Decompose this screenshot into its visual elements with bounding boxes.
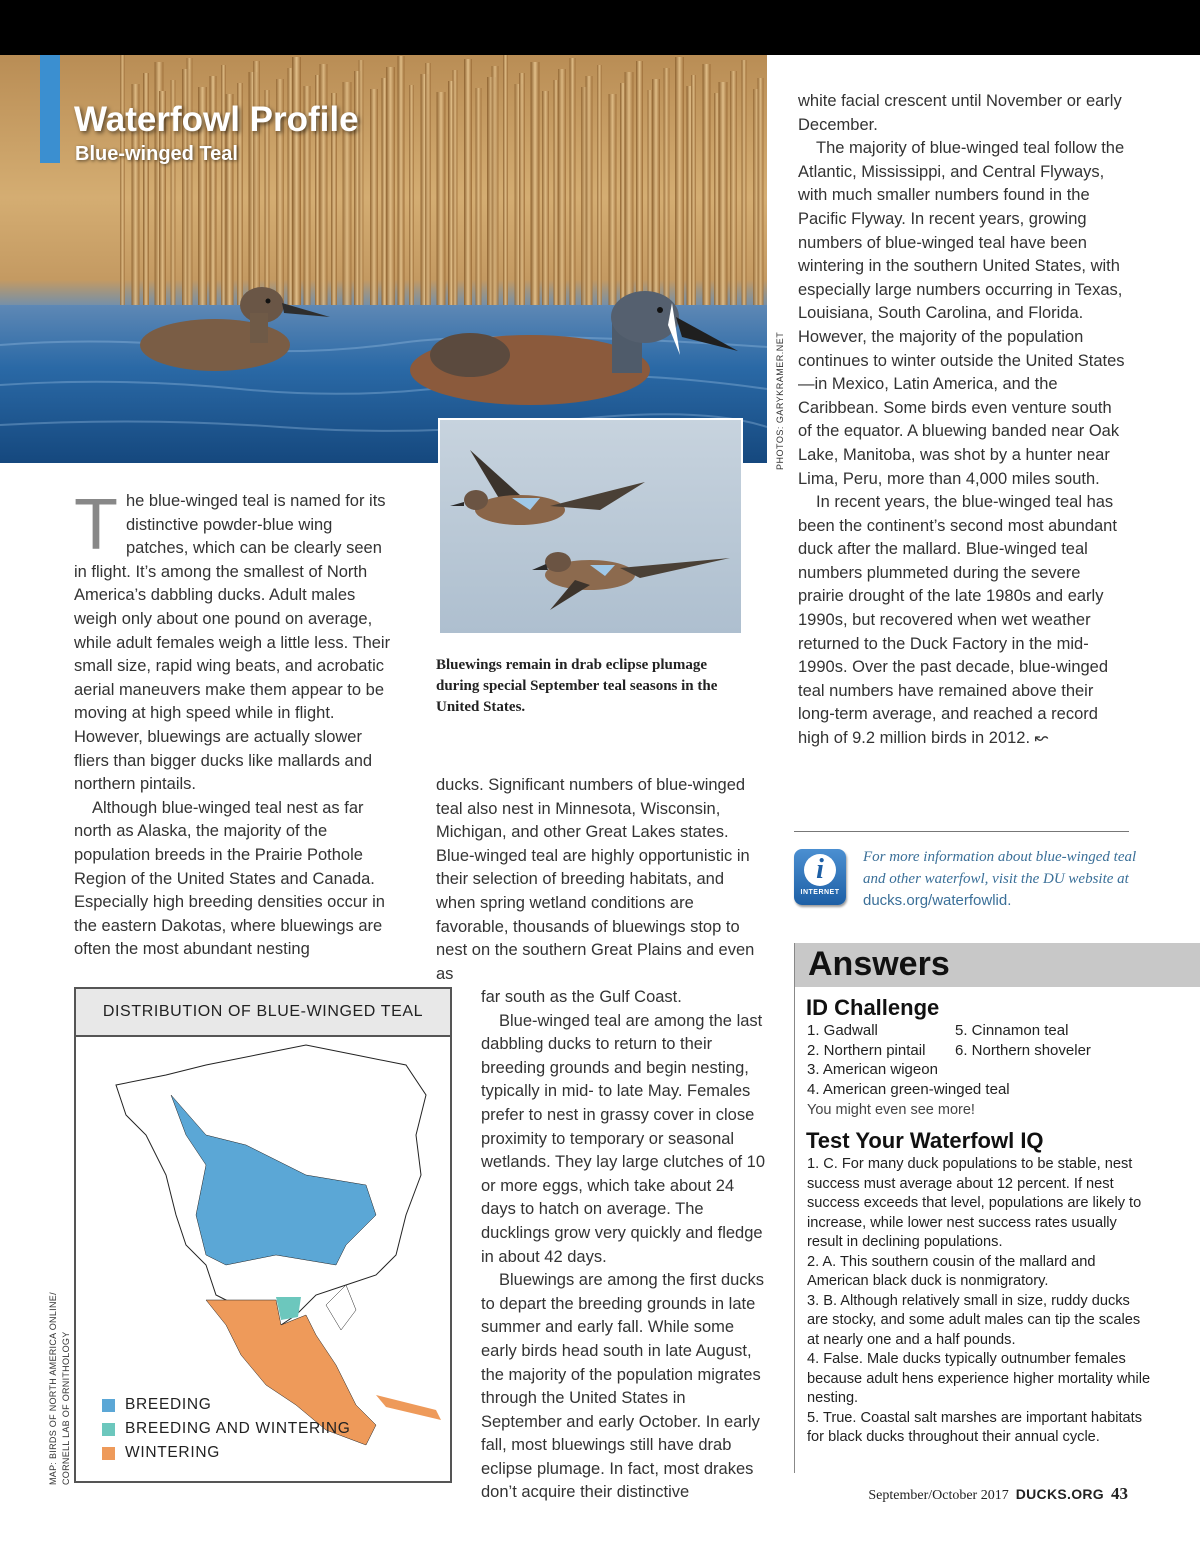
- article-paragraph-2-end: far south as the Gulf Coast.: [481, 988, 682, 1006]
- list-item: 2. Northern pintail 6. Northern shoveler: [807, 1041, 1091, 1059]
- article-paragraph-4-continued: white facial crescent until November or early December.: [798, 92, 1122, 134]
- end-mark-icon: ↜: [1034, 729, 1049, 748]
- more-info-text: For more information about blue-winged teal and other waterfowl, visit the DU website at ducks.org/waterfowlid.: [863, 849, 1137, 909]
- legend-swatch-breeding: [102, 1399, 115, 1412]
- article-paragraph-2-continued: ducks. Significant numbers of blue-winged teal also nest in Minnesota, Wisconsin, Michigan, and other Great Lakes states. Blue-winged teal are highly opportunistic in their selection of breeding habitats, and when spring wetland conditions are favorable, thousands of bluewings stop to nest on the southern Great Plains and even as: [436, 776, 755, 983]
- page-subtitle: Blue-winged Teal: [75, 143, 238, 165]
- map-credit-line-1: MAP: BIRDS OF NORTH AMERICA ONLINE/: [48, 1292, 58, 1485]
- top-black-bar: [0, 0, 1200, 55]
- divider-rule: [794, 831, 1129, 832]
- article-column-2-top: [436, 774, 766, 986]
- article-column-3: [798, 90, 1128, 751]
- flying-ducks-illustration: [440, 420, 741, 633]
- article-paragraph-6: In recent years, the blue-winged teal has been the continent’s second most abundant duck after the mallard. Blue-winged teal numbers plummeted during the severe prairie drought of the late 1980s and early 1990s, but recovered when wet weather returned to the Duck Factory in the mid-1990s. Over the past decade, blue-winged teal numbers have remained above their long-term average, and reached a record high of 9.2 million birds in 2012.: [798, 493, 1117, 748]
- internet-info-icon: i INTERNET: [794, 849, 846, 905]
- page-title: Waterfowl Profile: [74, 100, 359, 139]
- ducks-org-link[interactable]: ducks.org/waterfowlid.: [863, 892, 1012, 909]
- photo-caption: Bluewings remain in drab eclipse plumage during special September teal seasons in the United States.: [436, 657, 718, 715]
- legend-swatch-wintering: [102, 1447, 115, 1460]
- drop-cap: T: [74, 485, 118, 565]
- map-credit-line-2: CORNELL LAB OF ORNITHOLOGY: [61, 1331, 71, 1485]
- list-item: 3. B. Although relatively small in size, ruddy ducks are stocky, and some adult males can tip the scales at nearly one and a half pounds.: [807, 1292, 1141, 1348]
- article-column-1: [74, 485, 396, 962]
- photo-credit: PHOTOS: GARYKRAMER.NET: [775, 331, 785, 470]
- answers-title: Answers: [808, 945, 950, 983]
- list-item: 5. True. Coastal salt marshes are important habitats for black ducks throughout their annual cycle.: [807, 1409, 1143, 1445]
- site-name: DUCKS.ORG: [1015, 1486, 1104, 1502]
- article-paragraph-1: he blue-winged teal is named for its distinctive powder-blue wing patches, which can be clearly seen in flight. It’s among the smallest of North America’s dabbling ducks. Adult males weigh only about one pound on average, while adult females weigh a little less. Their small size, rapid wing beats, and acrobatic aerial maneuvers make them appear to be moving at high speed while in flight. However, bluewings are actually slower fliers than bigger ducks like mallards and northern pintails.: [74, 492, 391, 794]
- inset-photo-flying-teal: [438, 418, 743, 635]
- page-footer: [868, 1484, 1128, 1504]
- id-challenge-answers: [807, 1021, 1091, 1099]
- legend-item-breeding-and-wintering: BREEDING AND WINTERING: [102, 1417, 351, 1441]
- distribution-map: [74, 987, 452, 1483]
- map-title: DISTRIBUTION OF BLUE-WINGED TEAL: [76, 989, 450, 1037]
- list-item: 2. A. This southern cousin of the mallard and American black duck is nonmigratory.: [807, 1253, 1096, 1289]
- page-number: 43: [1111, 1484, 1128, 1503]
- list-item: 3. American wigeon: [807, 1061, 938, 1079]
- article-paragraph-2: Although blue-winged teal nest as far north as Alaska, the majority of the population breeds in the Prairie Pothole Region of the United States and Canada. Especially high breeding densities occur in the eastern Dakotas, where bluewings are often the most abundant nesting: [74, 798, 385, 959]
- legend-swatch-breeding-and-wintering: [102, 1423, 115, 1436]
- issue-date: September/October 2017: [868, 1488, 1009, 1503]
- map-legend: [102, 1393, 351, 1465]
- list-item: 4. False. Male ducks typically outnumber females because adult hens experience higher mortality while nesting.: [807, 1351, 1151, 1406]
- list-item: 4. American green-winged teal: [807, 1080, 1010, 1098]
- list-item: 1. Gadwall 5. Cinnamon teal: [807, 1022, 1069, 1039]
- article-paragraph-4: Bluewings are among the first ducks to depart the breeding grounds in late summer and early fall. While some early birds head south in late August, the majority of the population migrates through the United States in September and early October. In early fall, most bluewings still have drab eclipse plumage. In fact, most drakes don’t acquire their distinctive: [481, 1271, 765, 1502]
- article-paragraph-3: Blue-winged teal are among the last dabbling ducks to return to their breeding grounds and begin nesting, typically in mid- to late May. Females prefer to nest in grassy cover in close proximity to temporary or seasonal wetlands. They lay large clutches of 10 or more eggs, which take about 24 days to hatch on average. The ducklings grow very quickly and fledge in about 42 days.: [481, 1011, 766, 1266]
- legend-item-breeding: BREEDING: [102, 1393, 351, 1417]
- article-column-2-bottom: [481, 986, 767, 1505]
- waterfowl-iq-answers: [807, 1155, 1152, 1448]
- see-more-note: You might even see more!: [807, 1102, 975, 1118]
- answers-left-rule: [794, 943, 795, 1473]
- title-accent-bar: [40, 55, 60, 163]
- waterfowl-iq-heading: Test Your Waterfowl IQ: [806, 1128, 1044, 1153]
- list-item: 1. C. For many duck populations to be stable, nest success must average about 12 percent. If nest success exceeds that level, populations are likely to increase, while lower nest success rates usually result in declining populations.: [807, 1156, 1142, 1250]
- id-challenge-heading: ID Challenge: [806, 995, 940, 1020]
- legend-item-wintering: WINTERING: [102, 1441, 351, 1465]
- article-paragraph-5: The majority of blue-winged teal follow the Atlantic, Mississippi, and Central Flyways, with much smaller numbers found in the Pacific Flyway. In recent years, growing numbers of blue-winged teal have been wintering in the southern United States, with especially large numbers occurring in Texas, Louisiana, South Carolina, and Florida. However, the majority of the population continues to winter outside the United States—in Mexico, Latin America, and the Caribbean. Some birds even venture south of the equator. A bluewing banded near Oak Lake, Manitoba, was shot by a hunter near Lima, Peru, more than 4,000 miles south.: [798, 139, 1125, 488]
